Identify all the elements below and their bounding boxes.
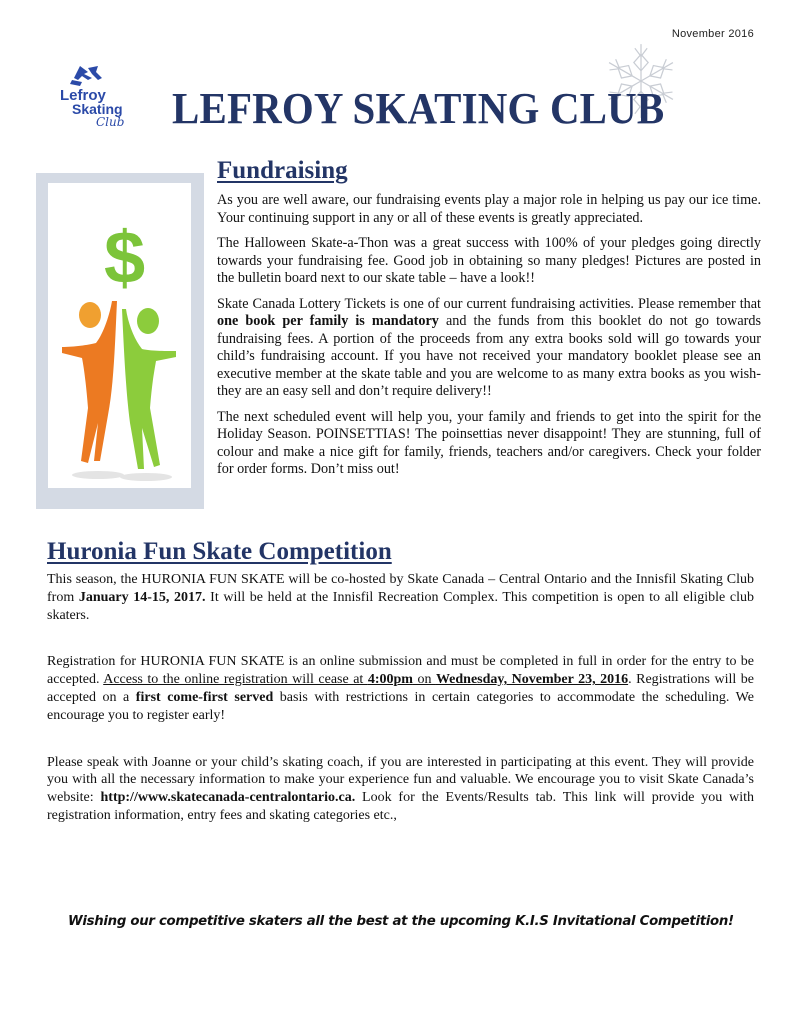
skate-canada-link[interactable]: http://www.skatecanada-centralontario.ca. bbox=[100, 790, 356, 806]
spacer bbox=[47, 624, 754, 653]
logo-line-3: Club bbox=[96, 115, 125, 128]
text-run: It will be held at the Innisfil Recreation Complex. This competition is open to all eligible club skaters. bbox=[47, 589, 754, 623]
huronia-paragraph-2 bbox=[47, 653, 754, 724]
huronia-section bbox=[47, 537, 754, 825]
text-run: Registration for HURONIA FUN SKATE is an online submission and must be completed in full in order for the entry to be accepted. bbox=[47, 654, 754, 688]
club-title: LEFROY SKATING CLUB bbox=[172, 84, 665, 133]
skaters-logo-icon bbox=[58, 64, 148, 128]
deadline-date: Wednesday, November 23, 2016 bbox=[435, 672, 629, 688]
text-run: Skate Canada Lottery Tickets is one of our current fundraising activities. Please remember that bbox=[217, 295, 761, 312]
logo-line-1: Lefroy bbox=[60, 87, 106, 104]
text-run: and the funds from this booklet do not go towards fundraising fees. A portion of the proceeds from any extra books sold will go towards your child’s fundraising account. If you have not received your mandatory booklet please see an executive member at the skate table and you are welcome to as many extra books as you wish-they are an easy sell and don’t require delivery!! bbox=[217, 313, 761, 399]
fundraising-paragraph-1: As you are well aware, our fundraising events play a major role in helping us pay our ice time. Your continuing support in any or all of these events is greatly appreciated. bbox=[217, 192, 761, 226]
fundraising-heading: Fundraising bbox=[217, 157, 348, 184]
closing-message: Wishing our competitive skaters all the best at the upcoming K.I.S Invitational Competition! bbox=[68, 914, 734, 929]
huronia-paragraph-1 bbox=[47, 571, 754, 624]
text-run: Access to the online registration will cease at bbox=[103, 672, 368, 688]
mandatory-emphasis: one book per family is mandatory bbox=[217, 313, 439, 329]
huronia-paragraph-3 bbox=[47, 754, 754, 825]
deadline-time: 4:00pm bbox=[367, 672, 413, 688]
fundraising-paragraph-3 bbox=[217, 296, 761, 401]
text-run: on bbox=[412, 672, 436, 688]
people-dollar-icon bbox=[48, 183, 191, 488]
event-dates: January 14-15, 2017. bbox=[78, 589, 206, 605]
text-run: . Registrations will be accepted on a bbox=[47, 672, 754, 705]
text-run: Please speak with Joanne or your child’s skating coach, if you are interested in participating at this event. They will provide you with all the necessary information to make your experience fun and valuable. We encourage you to visit Skate Canada’s website: bbox=[47, 754, 754, 806]
logo-line-2: Skating bbox=[72, 101, 123, 117]
fundraising-paragraph-2: The Halloween Skate-a-Thon was a great success with 100% of your pledges going directly towards your fundraising fee. Good job in obtaining so many pledges! Pictures are posted in the bulletin board next to our skate table – have a look!! bbox=[217, 235, 761, 286]
text-run: Look for the Events/Results tab. This link will provide you with registration information, entry fees and skating categories etc., bbox=[47, 790, 755, 823]
fundraising-paragraph-4: The next scheduled event will help you, your family and friends to get into the spirit for the Holiday Season. POINSETTIAS! The poinsettias never disappoint! They are stunning, full of colour and make a nice gift for family, friends, teachers and/or caregivers. Check your folder for order forms. Don’t miss out! bbox=[217, 408, 761, 477]
text-run: basis with restrictions in certain categories to accommodate the scheduling. We encourage you to register early! bbox=[47, 689, 754, 723]
fundraising-image-frame bbox=[36, 173, 204, 509]
fundraising-image bbox=[48, 183, 191, 488]
issue-date: November 2016 bbox=[671, 28, 754, 40]
huronia-heading: Huronia Fun Skate Competition bbox=[47, 538, 392, 565]
fundraising-section bbox=[217, 156, 761, 487]
registration-deadline bbox=[103, 672, 628, 687]
spacer bbox=[47, 725, 754, 754]
first-come-emphasis: first come-first served bbox=[135, 689, 274, 705]
dollar-icon: $ bbox=[104, 216, 146, 299]
text-run: This season, the HURONIA FUN SKATE will be co-hosted by Skate Canada – Central Ontario and the Innisfil Skating Club from bbox=[47, 572, 754, 605]
